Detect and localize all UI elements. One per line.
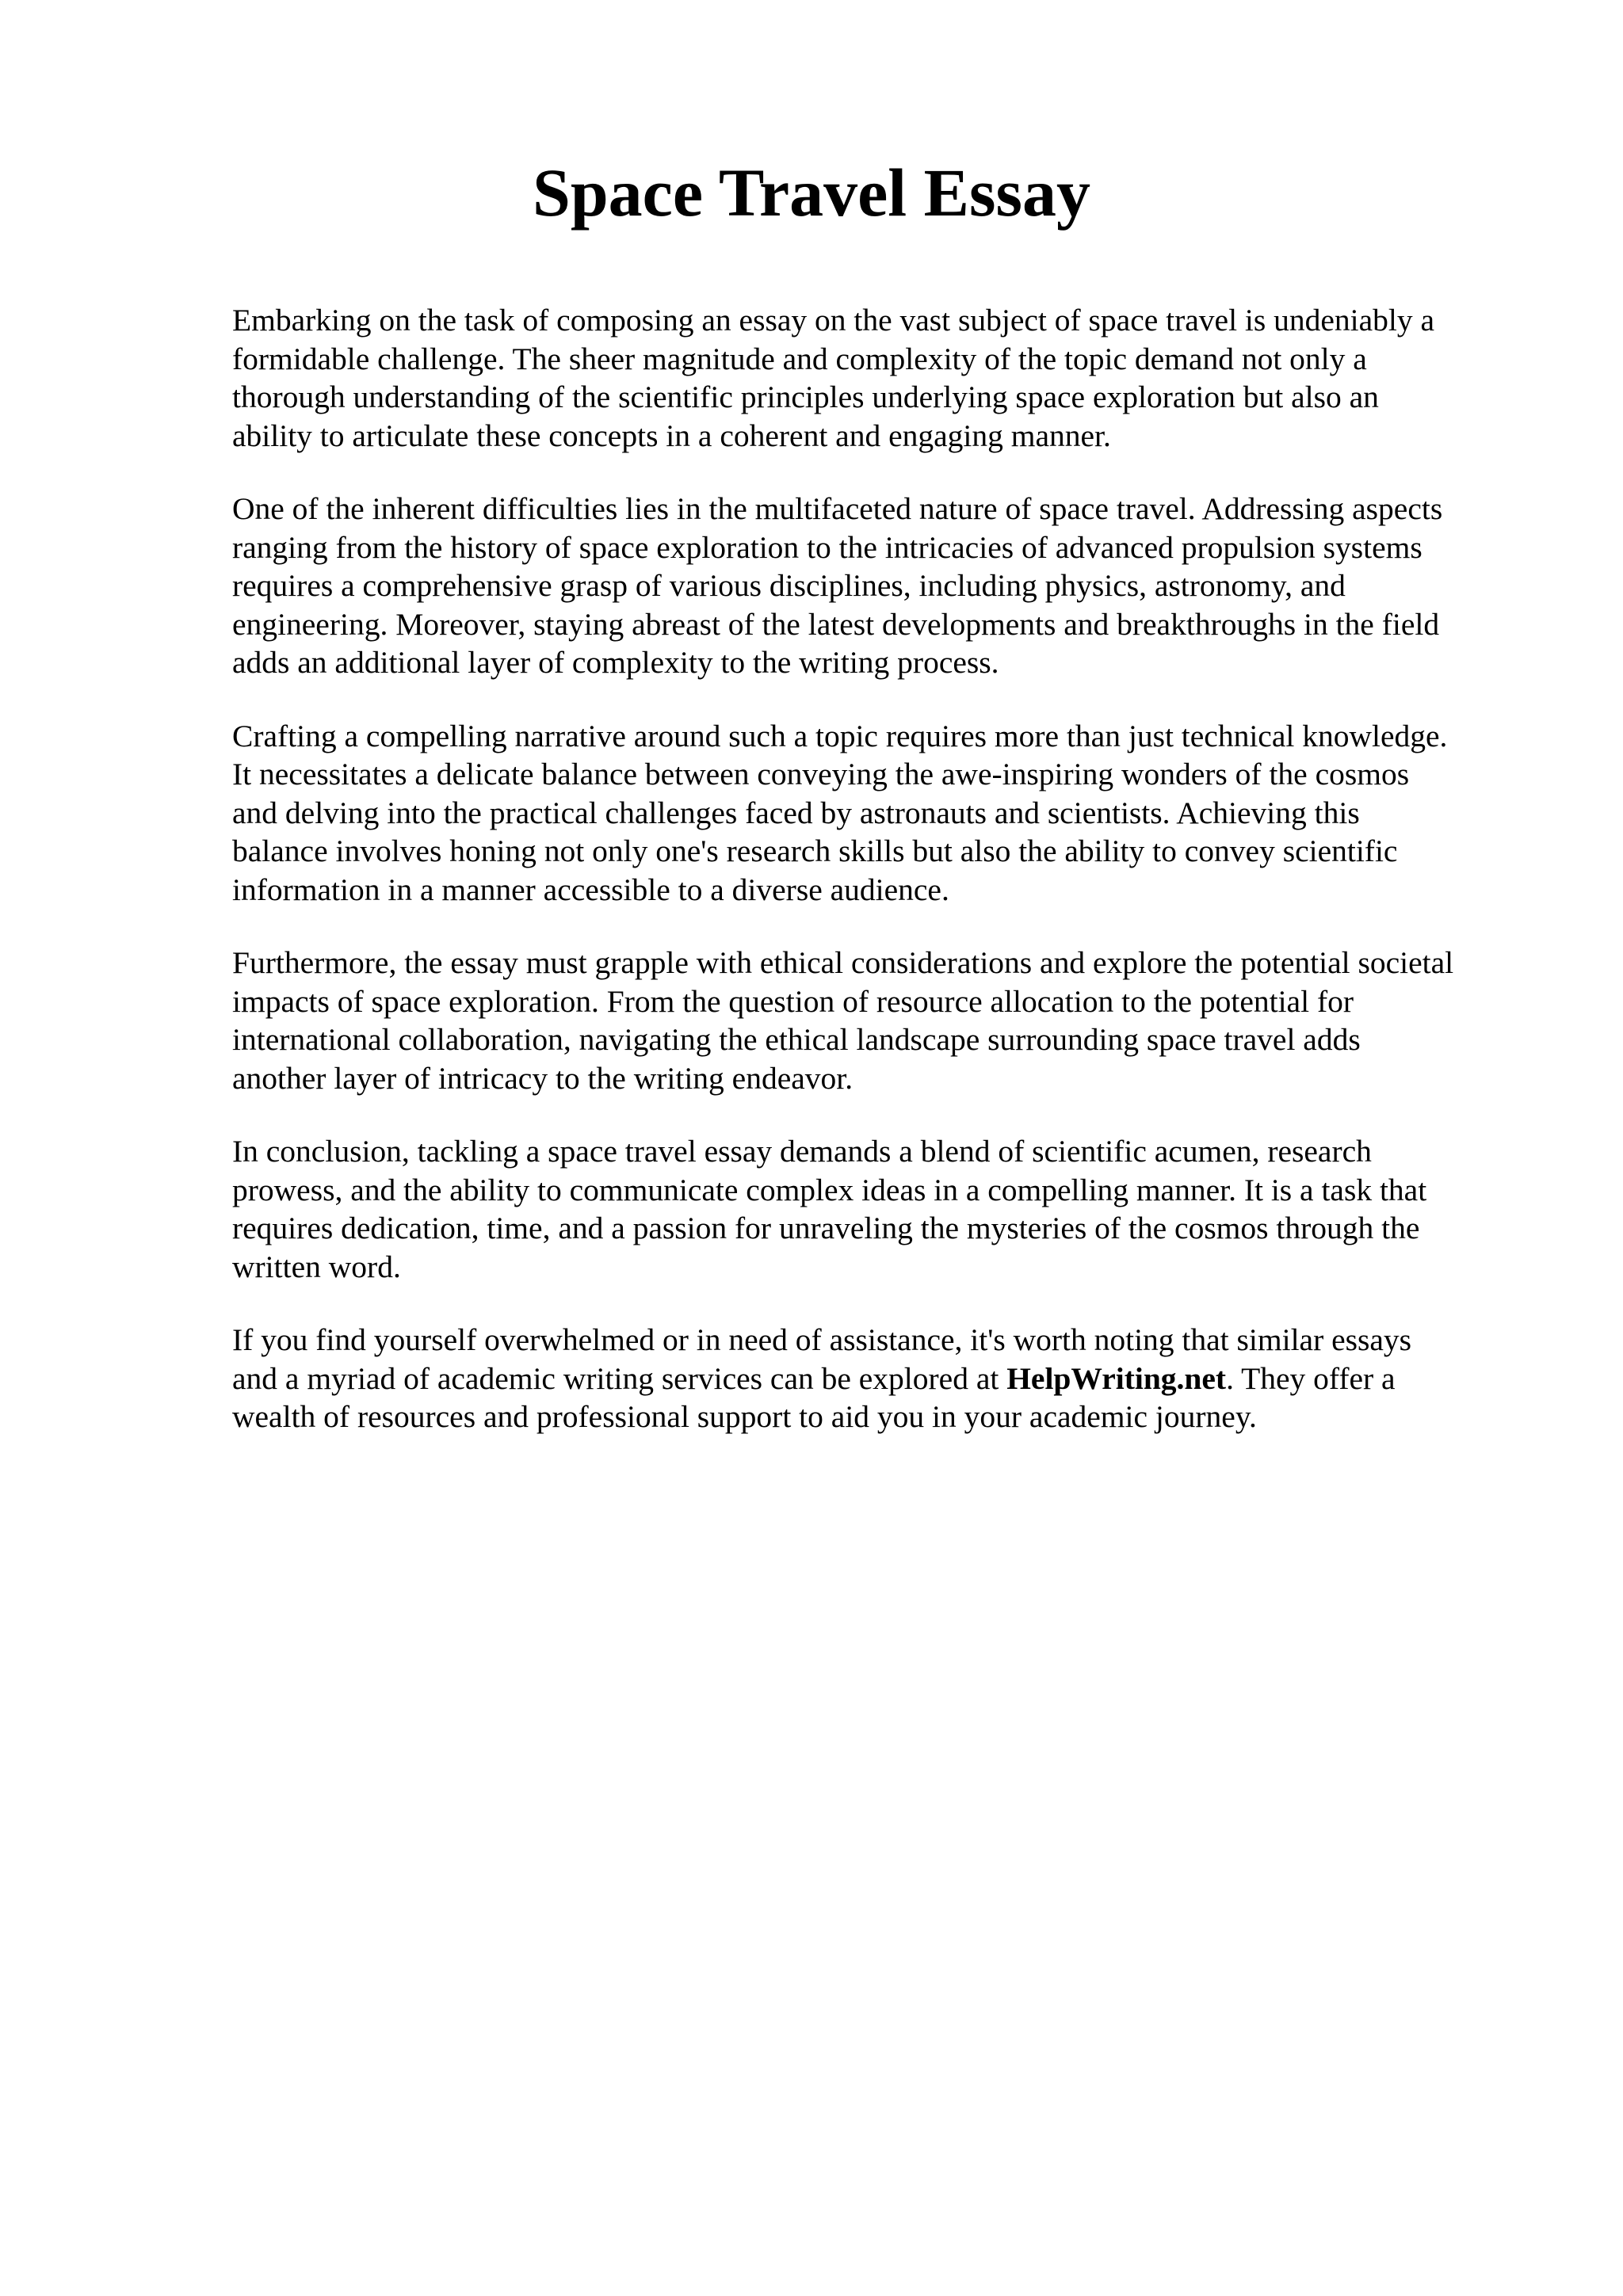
paragraph-line: prowess, and the ability to communicate complex ideas in a compelling manner. It is a task that [232,1172,1427,1207]
paragraph-line: information in a manner accessible to a diverse audience. [232,871,949,907]
paragraph-line: ranging from the history of space exploration to the intricacies of advanced propulsion systems [232,529,1423,565]
link-lead-text: and a myriad of academic writing services can be explored at [232,1360,1007,1396]
paragraph-line: requires dedication, time, and a passion for unraveling the mysteries of the cosmos through the [232,1211,1420,1245]
paragraph-line: ability to articulate these concepts in a coherent and engaging manner. [232,418,1111,453]
paragraph-2 [232,490,1524,682]
paragraph-line: In conclusion, tackling a space travel essay demands a blend of scientific acumen, research [232,1134,1372,1169]
paragraph-6 [232,1321,1524,1436]
paragraph-line: It necessitates a delicate balance between conveying the awe-inspiring wonders of the cosmos [232,757,1410,791]
paragraph-line: wealth of resources and professional support to aid you in your academic journey. [232,1399,1257,1434]
paragraph-line-with-link [232,1360,1524,1398]
paragraph-line: and delving into the practical challenges faced by astronauts and scientists. Achieving this [232,795,1360,830]
paragraph-3 [232,717,1524,910]
paragraph-line: If you find yourself overwhelmed or in need of assistance, it's worth noting that similar essays [232,1322,1412,1357]
helpwriting-link[interactable]: HelpWriting.net [1006,1360,1227,1396]
paragraph-line: Furthermore, the essay must grapple with ethical considerations and explore the potential societal [232,945,1454,980]
paragraph-line: another layer of intricacy to the writing endeavor. [232,1060,854,1096]
paragraph-line: formidable challenge. The sheer magnitude and complexity of the topic demand not only a [232,341,1367,376]
paragraph-4 [232,944,1524,1097]
paragraph-line: adds an additional layer of complexity to the writing process. [232,645,999,680]
paragraph-line: engineering. Moreover, staying abreast of the latest developments and breakthroughs in the field [232,606,1440,642]
paragraph-line: impacts of space exploration. From the question of resource allocation to the potential for [232,983,1354,1019]
paragraph-line: thorough understanding of the scientific principles underlying space exploration but also an [232,379,1379,414]
paragraph-line: balance involves honing not only one's research skills but also the ability to convey scientific [232,833,1398,868]
page-title: Space Travel Essay [533,154,1090,231]
paragraph-1 [232,301,1524,455]
essay-body [232,301,1524,1471]
paragraph-line: Crafting a compelling narrative around such a topic requires more than just technical knowledge. [232,718,1448,753]
paragraph-line: Embarking on the task of composing an essay on the vast subject of space travel is undeniably a [232,303,1435,338]
paragraph-5 [232,1132,1524,1286]
paragraph-line: written word. [232,1249,401,1284]
link-trail-text: . They offer a [1226,1360,1396,1396]
paragraph-line: international collaboration, navigating the ethical landscape surrounding space travel adds [232,1022,1361,1057]
paragraph-line: requires a comprehensive grasp of various disciplines, including physics, astronomy, and [232,568,1346,603]
paragraph-line: One of the inherent difficulties lies in the multifaceted nature of space travel. Addressing aspects [232,491,1443,526]
